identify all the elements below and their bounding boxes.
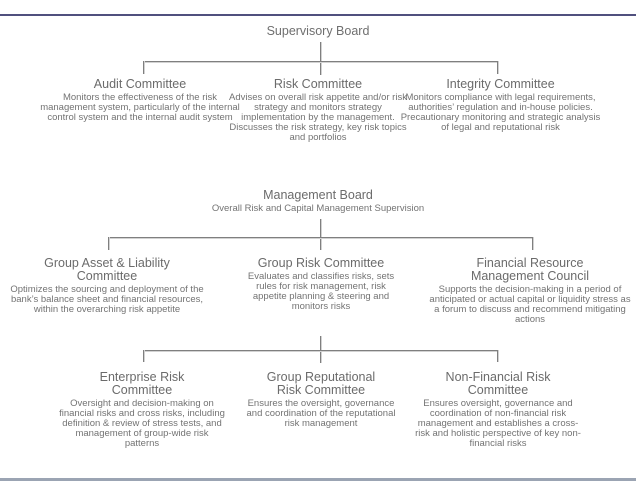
risk-committee-title: Risk Committee — [273, 77, 363, 91]
connector-supervisory-stem — [320, 42, 321, 75]
enterprise-risk-committee-title: Enterprise Risk Committee — [99, 370, 185, 397]
node-enterprise-risk-committee — [47, 371, 237, 449]
group-reputational-risk-committee-title: Group Reputational Risk Committee — [266, 370, 376, 397]
connector-supervisory-right-drop — [497, 61, 498, 74]
connector-subcommittee-bar — [143, 350, 498, 351]
node-risk-committee — [216, 78, 420, 143]
node-group-risk-committee — [219, 257, 423, 312]
group-asset-liability-committee-description: Optimizes the sourcing and deployment of the bank’s balance sheet and financial resources, within the overarching risk appetite — [10, 284, 204, 315]
non-financial-risk-committee-description: Ensures oversight, governance and coordination of non-financial risk management and establishes a cross-risk and holistic perspective of key non-financial risks — [415, 398, 581, 449]
risk-committee-description: Advises on overall risk appetite and/or risk strategy and monitors strategy implementation by the management. Discusses the risk strategy, key risk topics and portfolios — [229, 92, 407, 143]
connector-management-right-drop — [532, 237, 533, 250]
connector-management-stem — [320, 219, 321, 250]
node-management-board — [168, 189, 468, 214]
node-group-reputational-risk-committee — [233, 371, 409, 429]
audit-committee-description: Monitors the effectiveness of the risk management system, particularly of the internal control system and the internal audit system — [40, 92, 240, 123]
management-board-subtitle: Overall Risk and Capital Management Supervision — [211, 203, 425, 214]
node-integrity-committee — [398, 78, 603, 133]
group-risk-committee-title: Group Risk Committee — [257, 256, 385, 270]
node-audit-committee — [38, 78, 242, 123]
integrity-committee-title: Integrity Committee — [446, 77, 555, 91]
bottom-border-rule — [0, 478, 636, 481]
financial-resource-management-council-description: Supports the decision-making in a period of anticipated or actual capital or liquidity stress as a forum to discuss and recommend mitigating actions — [429, 284, 631, 325]
supervisory-board-title: Supervisory Board — [266, 24, 370, 38]
node-non-financial-risk-committee — [398, 371, 598, 449]
non-financial-risk-committee-title: Non-Financial Risk Committee — [445, 370, 551, 397]
connector-subcommittee-right-drop — [497, 350, 498, 362]
integrity-committee-description: Monitors compliance with legal requirements, authorities’ regulation and in-house policies. Precautionary monitoring and strategic analysis of legal and reputational risk — [400, 92, 601, 133]
management-board-title: Management Board — [263, 188, 373, 202]
group-reputational-risk-committee-description: Ensures the oversight, governance and coordination of the reputational risk management — [246, 398, 396, 429]
enterprise-risk-committee-description: Oversight and decision-making on financial risks and cross risks, including definition & review of stress tests, and management of group-wide risk patterns — [59, 398, 225, 449]
group-asset-liability-committee-title: Group Asset & Liability Committee — [44, 256, 170, 283]
connector-management-bar — [108, 237, 533, 238]
node-group-asset-liability-committee — [3, 257, 211, 315]
top-border-rule — [0, 14, 636, 16]
connector-supervisory-bar — [143, 61, 498, 62]
connector-management-left-drop — [108, 237, 109, 250]
group-risk-committee-description: Evaluates and classifies risks, sets rules for risk management, risk appetite planning & steering and monitors risks — [247, 271, 395, 312]
connector-subcommittee-left-drop — [143, 350, 144, 362]
node-financial-resource-management-council — [426, 257, 634, 325]
connector-supervisory-left-drop — [143, 61, 144, 74]
financial-resource-management-council-title: Financial Resource Management Council — [470, 256, 590, 283]
audit-committee-title: Audit Committee — [93, 77, 187, 91]
